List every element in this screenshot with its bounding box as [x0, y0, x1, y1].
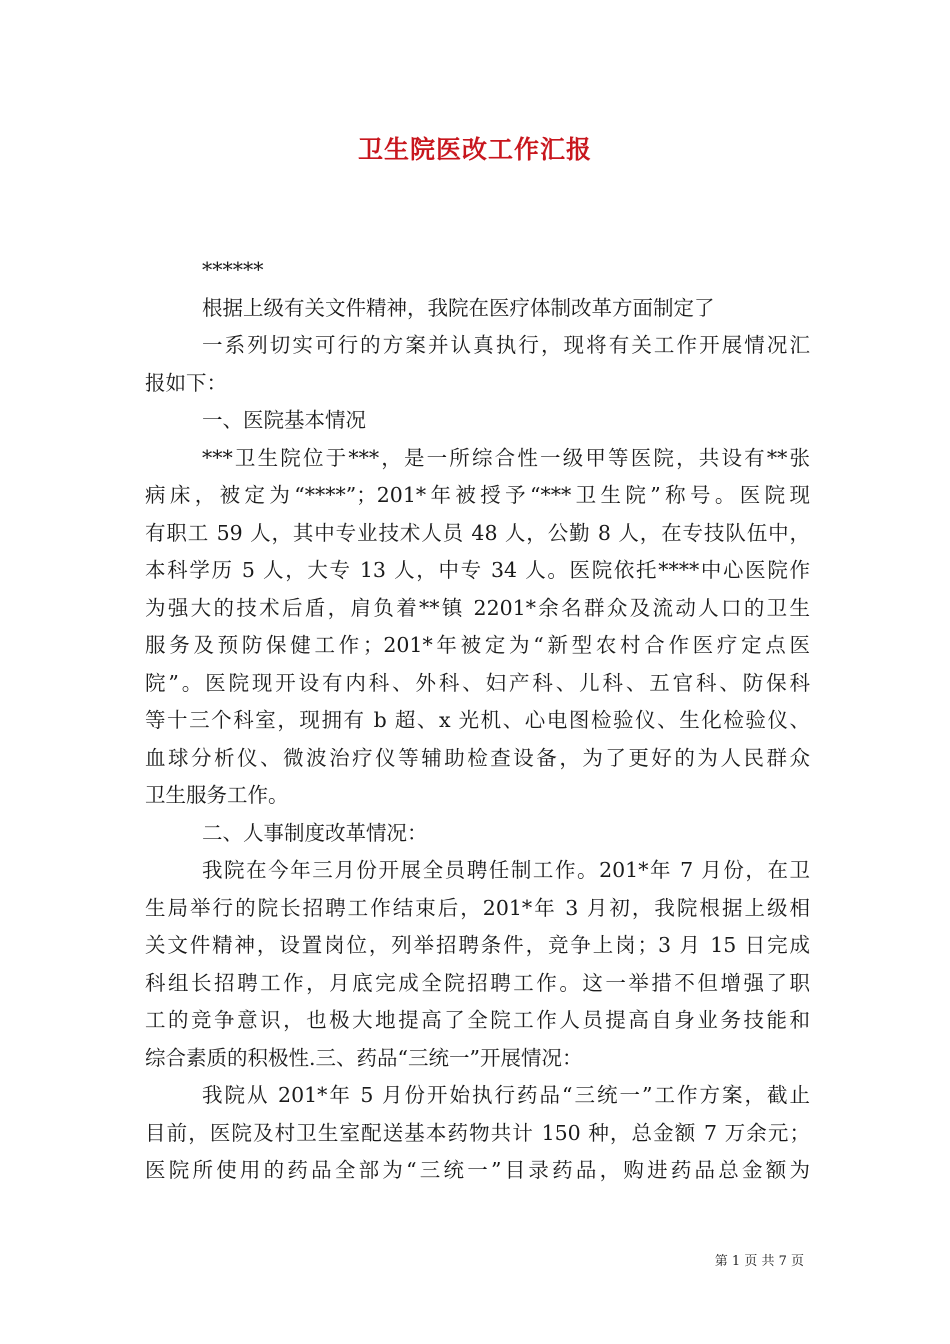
text-line: 我院从 201*年 5 月份开始执行药品“三统一”工作方案，截止 — [202, 1083, 810, 1107]
text-line: 服务及预防保健工作；201*年被定为“新型农村合作医疗定点医 — [145, 633, 810, 657]
text-line: 等十三个科室，现拥有 b 超、x 光机、心电图检验仪、生化检验仪、 — [145, 708, 810, 732]
text-line: ***卫生院位于***，是一所综合性一级甲等医院，共设有**张 — [202, 445, 810, 470]
text-line: 关文件精神，设置岗位，列举招聘条件，竞争上岗；3 月 15 日完成 — [145, 933, 810, 957]
text-line: 目前，医院及村卫生室配送基本药物共计 150 种，总金额 7 万余元； — [145, 1120, 810, 1145]
text-line: 本科学历 5 人，大专 13 人，中专 34 人。医院依托****中心医院作 — [145, 558, 810, 582]
text-line: 医院所使用的药品全部为“三统一”目录药品，购进药品总金额为 — [145, 1158, 810, 1182]
text-line: 一、医院基本情况 — [202, 408, 366, 432]
text-line: ****** — [202, 258, 264, 282]
text-line: 报如下： — [145, 370, 227, 395]
document-title: 卫生院医改工作汇报 — [357, 135, 592, 164]
text-line: 病床，被定为“****”；201*年被授予“***卫生院”称号。医院现 — [145, 483, 810, 507]
page-number: 第 1 页 共 7 页 — [714, 1254, 804, 1269]
text-line: 卫生服务工作。 — [145, 783, 289, 807]
text-line: 有职工 59 人，其中专业技术人员 48 人，公勤 8 人，在专技队伍中， — [145, 520, 810, 545]
text-line: 为强大的技术后盾，肩负着**镇 2201*余名群众及流动人口的卫生 — [145, 595, 810, 620]
text-line: 综合素质的积极性.三、药品“三统一”开展情况： — [145, 1045, 583, 1070]
text-line: 科组长招聘工作，月底完成全院招聘工作。这一举措不但增强了职 — [145, 970, 810, 995]
text-line: 生局举行的院长招聘工作结束后，201*年 3 月初，我院根据上级相 — [145, 895, 810, 920]
text-line: 血球分析仪、微波治疗仪等辅助检查设备，为了更好的为人民群众 — [145, 745, 810, 770]
document-body — [145, 252, 810, 1190]
text-line: 工的竞争意识，也极大地提高了全院工作人员提高自身业务技能和 — [145, 1008, 810, 1032]
text-line: 我院在今年三月份开展全员聘任制工作。201*年 7 月份，在卫 — [202, 858, 810, 882]
text-line: 院”。医院现开设有内科、外科、妇产科、儿科、五官科、防保科 — [145, 670, 810, 695]
text-line: 根据上级有关文件精神，我院在医疗体制改革方面制定了 — [202, 295, 715, 320]
text-line: 一系列切实可行的方案并认真执行，现将有关工作开展情况汇 — [202, 333, 810, 357]
text-line: 二、人事制度改革情况： — [202, 820, 428, 845]
